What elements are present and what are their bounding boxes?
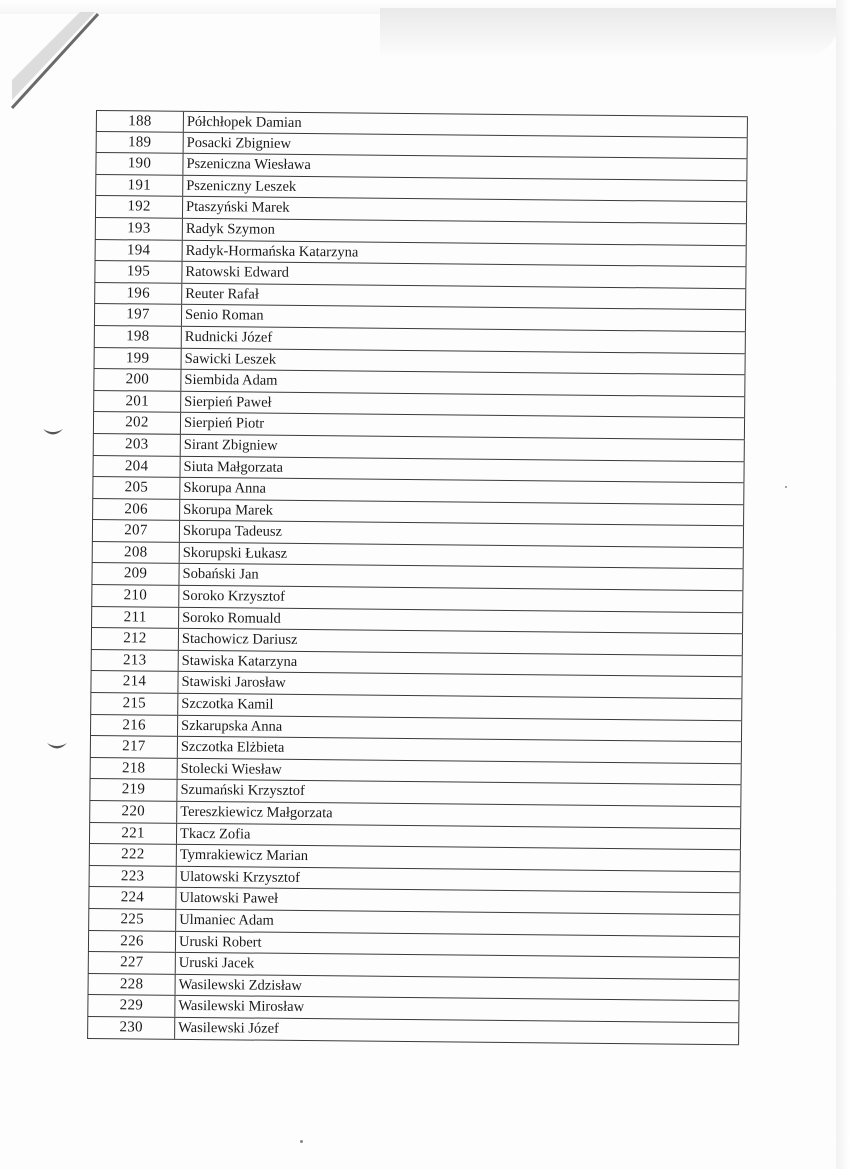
row-number: 195: [94, 261, 182, 282]
names-table: [87, 110, 748, 1045]
person-name: Tymrakiewicz Marian: [177, 845, 741, 871]
person-name: Półchłopek Damian: [184, 112, 748, 137]
row-number: 220: [89, 801, 177, 822]
person-name: Ptaszyński Marek: [183, 197, 747, 223]
row-number: 218: [90, 758, 178, 779]
person-name: Siembida Adam: [181, 370, 745, 396]
person-name: Sierpień Piotr: [181, 413, 745, 439]
person-name: Pszeniczna Wiesława: [183, 154, 747, 180]
dust-speck: [785, 486, 787, 488]
person-name: Ulatowski Krzysztof: [177, 867, 741, 893]
row-number: 210: [91, 585, 179, 606]
row-number: 207: [92, 520, 180, 541]
person-name: Wasilewski Józef: [175, 1018, 739, 1044]
person-name: Sirant Zbigniew: [181, 435, 745, 461]
person-name: Ulatowski Paweł: [176, 888, 740, 914]
person-name: Reuter Rafał: [182, 284, 746, 310]
person-name: Uruski Jacek: [176, 953, 740, 979]
person-name: Sawicki Leszek: [182, 348, 746, 374]
person-name: Szumański Krzysztof: [177, 780, 741, 806]
row-number: 189: [96, 132, 184, 153]
row-number: 204: [92, 455, 180, 476]
row-number: 226: [88, 931, 176, 952]
row-number: 212: [91, 628, 179, 649]
person-name: Szkarupska Anna: [178, 715, 742, 741]
row-number: 211: [91, 607, 179, 628]
row-number: 227: [88, 952, 176, 973]
row-number: 188: [96, 111, 184, 131]
person-name: Skorupa Tadeusz: [180, 521, 744, 547]
person-name: Tereszkiewicz Małgorzata: [177, 802, 741, 828]
row-number: 200: [93, 369, 181, 390]
scan-right-edge: [836, 0, 850, 1169]
row-number: 229: [87, 995, 175, 1016]
row-number: 202: [93, 412, 181, 433]
folded-corner-mark: [10, 10, 100, 110]
row-number: 222: [89, 844, 177, 865]
person-name: Stachowicz Dariusz: [179, 629, 743, 655]
person-name: Skorupski Łukasz: [180, 543, 744, 569]
person-name: Soroko Romuald: [179, 607, 743, 633]
person-name: Skorupa Anna: [180, 478, 744, 504]
person-name: Senio Roman: [182, 305, 746, 331]
row-number: 194: [95, 240, 183, 261]
row-number: 219: [89, 779, 177, 800]
person-name: Wasilewski Zdzisław: [176, 975, 740, 1001]
row-number: 230: [87, 1017, 175, 1038]
punch-hole-mark: [42, 426, 64, 438]
row-number: 213: [91, 650, 179, 671]
row-number: 223: [89, 866, 177, 887]
person-name: Sierpień Paweł: [181, 392, 745, 418]
row-number: 197: [94, 304, 182, 325]
person-name: Soroko Krzysztof: [179, 586, 743, 612]
row-number: 192: [95, 196, 183, 217]
person-name: Pszeniczny Leszek: [183, 176, 747, 202]
dust-speck: [300, 1140, 303, 1143]
row-number: 217: [90, 736, 178, 757]
person-name: Radyk-Hormańska Katarzyna: [183, 240, 747, 266]
person-name: Stawiska Katarzyna: [179, 651, 743, 677]
person-name: Posacki Zbigniew: [184, 132, 748, 158]
row-number: 191: [95, 175, 183, 196]
row-number: 206: [92, 499, 180, 520]
person-name: Tkacz Zofia: [177, 823, 741, 849]
row-number: 215: [90, 693, 178, 714]
person-name: Uruski Robert: [176, 931, 740, 957]
person-name: Stolecki Wiesław: [178, 759, 742, 785]
scan-shadow: [380, 8, 840, 58]
row-number: 193: [95, 218, 183, 239]
punch-hole-mark: [46, 740, 68, 752]
row-number: 224: [88, 887, 176, 908]
person-name: Skorupa Marek: [180, 500, 744, 526]
row-number: 201: [93, 391, 181, 412]
row-number: 214: [90, 671, 178, 692]
person-name: Rudnicki Józef: [182, 327, 746, 353]
row-number: 228: [88, 974, 176, 995]
row-number: 196: [94, 283, 182, 304]
row-number: 203: [93, 434, 181, 455]
row-number: 190: [95, 153, 183, 174]
person-name: Radyk Szymon: [183, 219, 747, 245]
row-number: 225: [88, 909, 176, 930]
person-name: Szczotka Kamil: [178, 694, 742, 720]
person-name: Ulmaniec Adam: [176, 910, 740, 936]
row-number: 208: [92, 542, 180, 563]
person-name: Wasilewski Mirosław: [175, 996, 739, 1022]
person-name: Ratowski Edward: [182, 262, 746, 288]
row-number: 216: [90, 715, 178, 736]
row-number: 209: [91, 563, 179, 584]
row-number: 199: [94, 348, 182, 369]
person-name: Stawiski Jarosław: [178, 672, 742, 698]
row-number: 205: [92, 477, 180, 498]
row-number: 221: [89, 823, 177, 844]
person-name: Siuta Małgorzata: [180, 456, 744, 482]
person-name: Szczotka Elżbieta: [178, 737, 742, 763]
row-number: 198: [94, 326, 182, 347]
person-name: Sobański Jan: [179, 564, 743, 590]
